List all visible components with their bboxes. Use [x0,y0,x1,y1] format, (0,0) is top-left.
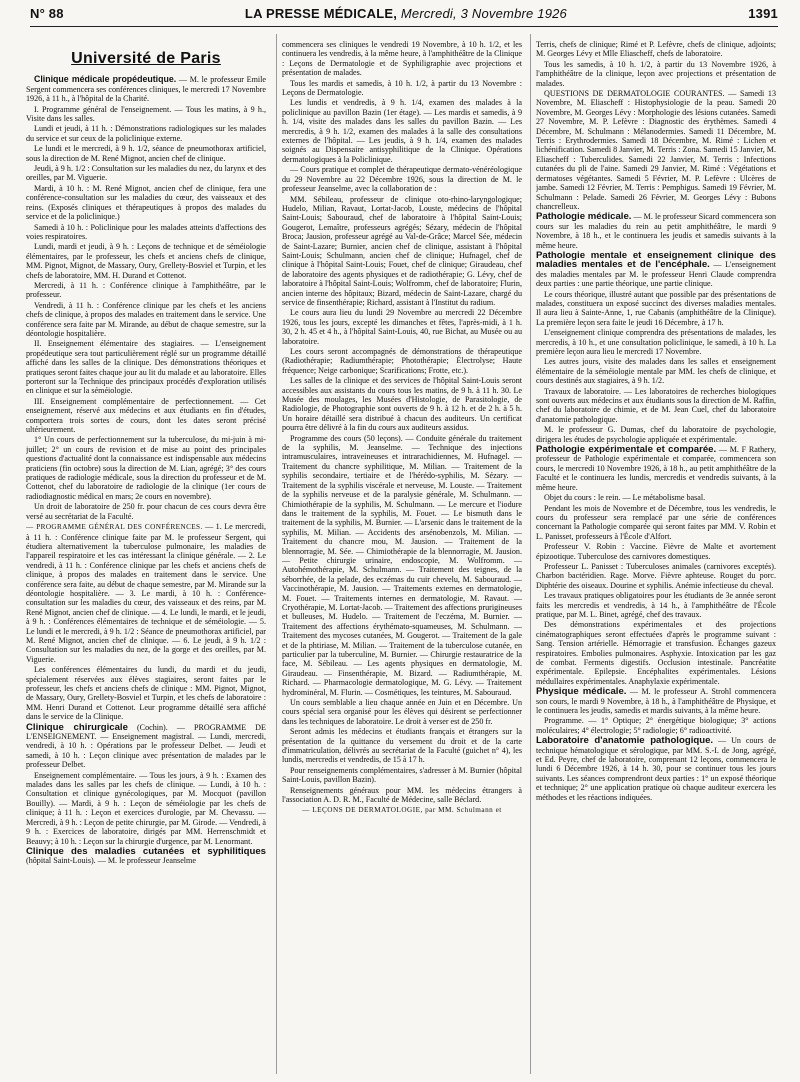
paragraph: MM. Sébileau, professeur de clinique oto-rhino-laryngologique; Hudelo, Milian, Ravaut, Lortat-Jacob, Louste, médecins de l'hôpital Saint-Louis; Sabouraud, chef de laboratoire à l'hôpital Saint-Louis; Gougerot, Lemaître, professeurs agrégés; Sézary, médecin de l'hôpital Broca; Jausion, professeur agrégé au Val-de-Grâce; Marcel Sée, médecin de Saint-Lazare; Burnier, ancien chef de clinique, assistant à l'hôpital Saint-Louis; Schulmann, ancien chef de clinique; Hufnagel, chef de clinique à l'hôpital Saint-Louis; Fouet, chef de clinique; Giraudeau, chef de laboratoire des agents physiques et de radiothérapie; G. Lévy, chef de laboratoire à l'hôpital Saint-Louis; Wolfromm, chef de laboratoire; Flurin, ancien interne des hôpitaux; Bizard, médecin de Saint-Lazare, chargé du service de finsenthérapie; Richard, assistant à l'Institut du radium. [282,194,522,307]
paragraph: Clinique chirurgicale (Cochin). — PROGRAMME DE L'ENSEIGNEMENT. — Enseignement magistral. — Lundi, mercredi, vendredi, à 10 h. : Opérations par le professeur Delbet. — Jeudi et samedi, à 10 h. : Leçon clinique avec présentation de malades par le professeur Delbet. [26,721,266,770]
paragraph: Clinique des maladies cutanées et syphilitiques (hôpital Saint-Louis). — M. le professeur Jeanselme [26,845,266,866]
paragraph: 1° Un cours de perfectionnement sur la tuberculose, du mi-juin à mi-juillet; 2° un cours de revision et de mise au point des principales questions d'actualité dont la connaissance est indispensable aux médecins praticiens (fin octobre) sous la direction de M. Lian, agrégé; 3° des cours pratiques de radiologie médicale, sous la direction du professeur et de M. Cottenot, chef du laboratoire de radiologie de la clinique (1er cours de radiodiagnostic médical en mars; 2e cours en novembre). [26,435,266,501]
program-heading: — PROGRAMME GÉNÉRAL DES CONFÉRENCES. [26,523,203,532]
course-title: Pathologie médicale. [536,211,632,223]
paragraph: Lundi et jeudi, à 11 h. : Démonstrations radiologiques sur les malades du service et sur ceux de la policlinique externe. [26,124,266,143]
course-title: Pathologie mentale et enseignement clinique des maladies mentales et de l'encéphale. [536,249,776,271]
paragraph: Lundi, mardi et jeudi, à 9 h. : Leçons de technique et de séméiologie élémentaires, par le professeur, les chefs et anciens chefs de clinique, MM. Pignot, Mignot, de Massary, Oury, Grellety-Bosviel et Turpin, et les chefs de laboratoire, MM. H. Durand et Cottenot. [26,242,266,280]
paragraph: III. Enseignement complémentaire de perfectionnement. — Cet enseignement, réservé aux médecins et aux étudiants en fin d'études, comportera trois sortes de cours, dont les dates seront précisé ultérieurement. [26,396,266,435]
paragraph: Travaux de laboratoire. — Les laboratoires de recherches biologiques sont ouverts aux médecins et aux étudiants sous la direction de M. Raffin, chef du laboratoire de chimie, et de M. Jean Cuel, chef du laboratoire d'anatomie pathologique. [536,386,776,424]
paragraph: Le cours aura lieu du lundi 29 Novembre au mercredi 22 Décembre 1926, tous les jours, excepté les dimanches et fêtes, l'après-midi, à 1 h. 30, 2 h. 45 et 4 h., à l'hôpital Saint-Louis, 40, rue Bichat, au Musée ou au laboratoire. [282,308,522,346]
paragraph: Jeudi, à 9 h. 1/2 : Consultation sur les maladies du nez, du larynx et des oreilles, par M. Viguerie. [26,164,266,183]
paragraph: Tous les samedis, à 10 h. 1/2, à partir du 13 Novembre 1926, à l'amphithéâtre de la clinique, leçon avec projections et présentation de malades. [536,59,776,88]
paragraph: Programme des cours (50 leçons). — Conduite générale du traitement de la syphilis, M. Jeanselme. — Technique des injections intramusculaires, intraveineuses et intrarachidiennes, M. Hufnagel. — Traitement du chancre syphilitique, M. Milian. — Traitement de la syphilis secondaire, tertiaire et de l'hérédo-syphilis, M. Sézary. — Traitement de la syphilis viscérale et nerveuse, M. Louste. — Traitement de la syphilis nerveuse et de la paralysie générale, M. Schulmann. — Chimiothérapie de la syphilis, M. Schulmann. — Le mercure et l'iodure dans le traitement de la syphilis, M. Fouet. — Le bismuth dans le traitement de la syphilis, M. Burnier. — L'arsenic dans le traitement de la syphilis, M. Milian. — Accidents des arsénobenzols, M. Milian. — Traitement du chancre mou, M. Jausion. — Traitement de la blennorragie, M. Sée. — Chimiothérapie de la blennorragie, M. Jausion. — Petite chirurgie urinaire, endoscopie, M. Wolfromm. — Autohémothérapie, M. Schulmann. — Traitement des teignes, de la séborrhée, de la pelade, des eczémas du cuir chevelu, M. Sabouraud. — Vaccinothérapie, M. Jausion. — Traitements externes en dermatologie, M. Fouet. — Traitements internes en dermatologie, M. Ravaut. — Cryothérapie, M. Lortat-Jacob. — Traitement des affections prurigineuses et bulleuses, M. Hudelo. — Traitement de l'eczéma, M. Burnier. — Traitement des affections érythémato-squameuses, M. Schulmann. — Traitement des mycoses cutanées, M. Gougerot. — Traitement de la gale et de la phtiriase, M. Milian. — Traitement de la tuberculose cutanée, en particulier par la tuberculine, M. Burnier. — Chirurgie restauratrice de la face, M. Sébileau. — Les agents physiques en dermatologie, M. Giraudeau. — Finsenthérapie, M. Bizard. — Radiumthérapie, M. Richard. — Pharmacologie dermatologique, M. G. Lévy. — Traitement hydrominéral, M. Flurin. — Cosmétiques, les teintures, M. Sabouraud. [282,433,522,697]
paper-name: LA PRESSE MÉDICALE, [244,6,398,21]
paragraph: L'enseignement clinique comprendra des présentations de malades, les mercredis, à 10 h., et une consultation policlinique, le samedi, à 10 h. La première leçon aura lieu le mercredi 17 Novembre. [536,328,776,356]
course-title: Clinique des maladies cutanées et syphilitiques [26,845,266,857]
page-header [30,6,778,27]
paragraph: Objet du cours : le rein. — Le métabolisme basal. [544,493,706,503]
paragraph: Les travaux pratiques obligatoires pour les étudiants de 3e année seront faits les mercredis et vendredis, à 14 h., à l'amphithéâtre de l'École pratique, par M. L. Binet, agrégé, chef des travaux. [536,591,776,619]
page-number: 1391 [748,6,778,21]
course-title: Pathologie expérimentale et comparée. [536,444,717,456]
paragraph: M. le professeur G. Dumas, chef du laboratoire de psychologie, dirigera les études de psychologie appliquée et expérimentale. [536,425,776,444]
paragraph: Enseignement complémentaire. — Tous les jours, à 9 h. : Examen des malades dans les salles par les chefs de clinique. — Lundi, à 10 h. : Consultation et clinique gynécologiques, par M. Mocquot (pavillon Bouilly). — Mardi, à 9 h. : Leçon de séméiologie par les chefs de clinique; à 11 h. : Leçon et exercices d'urologie, par M. Chevassu. — Mercredi, à 9 h. : Leçon de petite chirurgie, par M. Girode. — Vendredi, à 9 h. : Exercices de laboratoire, dirigés par MM. Herrenschmidt et Beauvy; à 10 h. : Leçon sur la chirurgie d'urgence, par M. Lenormant. [26,770,266,846]
paragraph: Un cours semblable a lieu chaque année en Juin et en Décembre. Un cours spécial sera organisé pour les élèves qui désirent se perfectionner dans les techniques de laboratoire. Le droit à verser est de 250 fr. [282,698,522,726]
paragraph: Pendant les mois de Novembre et de Décembre, tous les vendredis, le cours du professeur sera remplacé par une série de conférences concernant la Pathologie comparée qui seront faites par MM. V. Robin et L. Panisset, professeurs à l'École d'Alfort. [536,503,776,541]
course-title: Clinique chirurgicale [26,721,128,733]
paragraph: Seront admis les médecins et étudiants français et étrangers sur la présentation de la quittance du versement du droit et de la carte d'immatriculation, délivrés au secrétariat de la Faculté (guichet n° 4), les lundis, mercredis et vendredis, de 15 à 17 h. [282,727,522,765]
paragraph: Les conférences élémentaires du lundi, du mardi et du jeudi, spécialement réservées aux élèves stagiaires, seront faites par le professeur, les chefs et anciens chefs de clinique : MM. Pignot, Mignot, de Massary, Oury, Grellety-Bosviel et Turpin, et les chefs de laboratoire : MM. Henri Durand et Cottenot. Leur programme détaillé sera affiché dans le service de la Clinique. [26,665,266,722]
paragraph: Des démonstrations expérimentales et des projections cinématographiques seront effectuées d'après le programme suivant : Sang. Tension artérielle. Hémorragie et transfusion. Échanges gazeux respiratoires. Embolies pulmonaires. Asphyxie. Intoxication par les gaz de combat. Ferments digestifs. Occlusion intestinale. Pancréatite expérimentale. Epilepsie. Encéphalites expérimentales. Lésions médullaires expérimentales. Anaphylaxie expérimentale. [536,620,776,686]
column-rule [530,34,531,1074]
paragraph: Mardi, à 10 h. : M. René Mignot, ancien chef de clinique, fera une conférence-consultation sur les maladies du cœur, des vaisseaux et des reins. (Exposés cliniques et thérapeutiques à propos des malades du service et de la policlinique.) [26,183,266,222]
course-title: Clinique médicale propédeutique. [34,74,177,85]
paragraph: Un droit de laboratoire de 250 fr. pour chacun de ces cours devra être versé au secrétariat de la Faculté. [26,502,266,521]
paragraph: Mercredi, à 11 h. : Conférence clinique à l'amphithéâtre, par le professeur. [26,280,266,300]
paragraph: Samedi à 10 h. : Policlinique pour les malades atteints d'affections des voies respiratoires. [26,222,266,241]
paragraph: Les salles de la clinique et des services de l'hôpital Saint-Louis seront accessibles aux assistants du cours tous les matins, de 9 h. à 11 h. 30. Le Musée des moulages, les Musées d'Histologie, de Parasitologie, de Radiologie, de Photographie sont ouverts de 9 h. à 12 h. et de 2 h. à 5 h. Un horaire détaillé sera distribué à chacun des auditeurs. Un certificat pourra être délivré à la fin du cours aux auditeurs assidus. [282,376,522,433]
paragraph: Vendredi, à 11 h. : Conférence clinique par les chefs et les anciens chefs de clinique, à propos des malades en traitement dans le service. Une conférence sera faite par M. Mirande, au début de chaque semestre, sur la déontologie hospitalière. [26,300,266,338]
paragraph: — Cours pratique et complet de thérapeutique dermato-vénéréologique du 29 Novembre au 22 Décembre 1926, sous la direction de M. le professeur Jeanselme, avec la collaboration de : [282,165,522,194]
paragraph: commencera ses cliniques le vendredi 19 Novembre, à 10 h. 1/2, et les continuera les vendredis, à la même heure, à l'amphithéâtre de la Clinique : Leçons de Dermatologie et de Syphiligraphie avec projections et présentation de malades. [282,40,522,78]
paragraph: Pathologie expérimentale et comparée. — M. F Rathery, professeur de Pathologie expérimentale et comparée, commencera son cours, le mercredi 10 Novembre 1926, à 18 h., au petit amphithéâtre de la Faculté et le continuera les lundis, mercredis et vendredis suivants, à la même heure. [536,444,776,492]
paragraph: Renseignements généraux pour MM. les médecins étrangers à l'association A. D. R. M., Faculté de Médecine, salle Béclard. [282,785,522,805]
paragraph: Les autres jours, visite des malades dans les salles et enseignement élémentaire de la séméiologie mentale par MM. les chefs de clinique, et cours destinés aux stagiaires, à 9 h. 1/2. [536,357,776,386]
course-title: Laboratoire d'anatomie pathologique. [536,735,714,747]
paragraph: I. Programme général de l'enseignement. — Tous les matins, à 9 h., Visite dans les salles. [26,104,266,124]
paragraph: Les cours seront accompagnés de démonstrations de thérapeutique (Radiothérapie; Radiumthérapie; Photothérapie; Électrolyse; Haute fréquence; Neige carbonique; Scarifications; Frotte, etc.). [282,347,522,375]
paragraph: Le lundi et le mercredi, à 9 h. 1/2, séance de pneumothorax artificiel, sous la direction de M. René Mignot, ancien chef de clinique. [26,144,266,163]
column-3 [536,40,776,1076]
paragraph: Professeur V. Robin : Vaccine. Fièvre de Malte et avortement épizootique. Tuberculose des carnivores domestiques. [536,542,776,561]
column-2 [282,40,522,1076]
paragraph: Programme. — 1° Optique; 2° énergétique biologique; 3° actions moléculaires; 4° électrologie; 5° radiologie; 6° radioactivité. [536,716,776,735]
masthead [245,6,567,21]
issue-number: N° 88 [30,6,64,21]
paragraph: II. Enseignement élémentaire des stagiaires. — L'enseignement propédeutique sera tout particulièrement réglé sur un programme détaillé affiché dans les salles de la clinique. Des démonstrations théoriques et pratiques seront faites chaque jour au lit du malade et au laboratoire. Elles porteront sur la Technique des principaux procédés d'exploration utilisés en clinique et sur la séméiologie. [26,339,266,396]
paragraph: Pathologie médicale. — M. le professeur Sicard commencera son cours sur les maladies du rein au petit amphithéâtre, le mardi 9 Novembre, à 18 h., et le continuera les jeudis et samedis suivants à la même heure. [536,211,776,250]
paragraph: Tous les mardis et samedis, à 10 h. 1/2, à partir du 13 Novembre : Leçons de Dermatologie. [282,78,522,98]
paragraph: Professeur L. Panisset : Tuberculoses animales (carnivores exceptés). Charbon bactéridien. Rage. Morve. Fièvre aphteuse. Rouget du porc. Diphtérie des oiseaux. Dourine et syphilis. Anémie infectieuse du cheval. [536,561,776,590]
lecture-heading: — LEÇONS DE DERMATOLOGIE, par MM. Schulmann et [302,805,502,814]
paragraph: QUESTIONS DE DERMATOLOGIE COURANTES. — Samedi 13 Novembre, M. Eliascheff : Histophysiologie de la peau. Samedi 20 Novembre, M. Georges Lévy : Morphologie des lésions cutanées. Samedi 27 Novembre, M. P. Lefèvre : Diagnostic des érythèmes. Samedi 4 Décembre, M. Schulmann : Mélanodermies. Samedi 11 Décembre, M. Terris : Erythrodermies. Samedi 18 Décembre, M. Rimé : Lichen et lichénification. Samedi 8 Janvier, M. Terris : Zona. Samedi 15 Janvier, M. Eliascheff : Tuberculides. Samedi 22 Janvier, M. Terris : Infections cutanées du pli de l'aine. Samedi 29 Janvier, M. Rimé : Végétations et dermatoses végétantes. Samedi 5 Février, M. P. Lefèvre : Ulcères de jambe. Samedi 12 Février, M. Terris : Pemphigus. Samedi 19 Février, M. Schulmann : Pelade. Samedi 26 Février, M. Georges Lévy : Bubons chancrelleux. [536,89,776,211]
paragraph: Pathologie mentale et enseignement clinique des maladies mentales et de l'encéphale. — L'enseignement des maladies mentales par M. le professeur Henri Claude comprendra deux parties : une partie théorique, une partie clinique. [536,249,776,289]
paragraph: Laboratoire d'anatomie pathologique. — Un cours de technique hématologique et sérologique, par MM. S.-I. de Jong, agrégé, et Ed. Peyre, chef de laboratoire, comprenant 12 leçons, commencera le lundi 6 Décembre 1926, à 14 h. 30, pour se continuer tous les jours suivants. Les séances comprendront deux parties : 1° un exposé théorique et technique; 2° une application pratique où chaque auditeur exercera les méthodes et les réactions indiquées. [536,735,776,802]
paragraph: Les lundis et vendredis, à 9 h. 1/4, examen des malades à la policlinique au pavillon Bazin (1er étage). — Les mardis et samedis, à 9 h. 1/4, visite des malades dans les salles du pavillon Bazin. — Les mercredis, à 9 h. 1/2, examen des malades à la salle des consultations externes de l'hôpital. — Les jeudis, à 9 h. 1/4, examen des malades soignés au Dispensaire antisyphilitique de la Clinique. Opérations dermatologiques à la Policlinique. [282,98,522,164]
column-1 [26,40,266,1076]
paragraph: Clinique médicale propédeutique. — M. le professeur Emile Sergent commencera ses conférences cliniques, le mercredi 17 Novembre 1926, à 11 h., à l'hôpital de la Charité. [26,74,266,104]
issue-date: Mercredi, 3 Novembre 1926 [400,6,567,21]
paragraph: Terris, chefs de clinique; Rimé et P. Lefèvre, chefs de clinique, adjoints; M. Georges Lévy et Mlle Eliascheff, chefs de laboratoire. [536,40,776,59]
section-heading: Université de Paris [71,50,221,67]
paragraph: Physique médicale. — M. le professeur A. Strohl commencera son cours, le mardi 9 Novembre, à 18 h., à l'amphithéâtre de Physique, et le continuera les jeudis, samedis et mardis suivants, à la même heure. [536,686,776,716]
column-rule [276,34,277,1074]
paragraph: Pour renseignements complémentaires, s'adresser à M. Burnier (hôpital Saint-Louis, pavillon Bazin). [282,765,522,785]
course-title: Physique médicale. [536,686,627,698]
paragraph: Le cours théorique, illustré autant que possible par des présentations de malades, constituera un exposé succinct des diverses maladies mentales. Il aura lieu à Sainte-Anne, 1, rue Cabanis (amphithéâtre de la Clinique). La première leçon sera faite le jeudi 16 Décembre, à 17 h. [536,289,776,327]
paragraph: — PROGRAMME GÉNÉRAL DES CONFÉRENCES. — 1. Le mercredi, à 11 h. : Conférence clinique faite par M. le professeur Sergent, qui étudiera alternativement la tuberculose pulmonaire, les maladies de l'appareil respiratoire et les cas intéressant la clinique générale. — 2. Le vendredi, à 11 h. : Conférence clinique par les chefs et anciens chefs de clinique, à propos des malades en traitement dans le service. Une conférence sera faite, au début de chaque semestre, par M. Mirande sur la déontologie hospitalière. — 3. Le mardi, à 10 h. : Conférence-consultation sur les maladies du cœur, des vaisseaux et des reins, par M. René Mignot, ancien chef de clinique. — 4. Le lundi, le mardi, et le jeudi, à 9 h. : Conférences élémentaires de technique et de séméiologie. — 5. Le lundi et le mercredi, à 9 h. 1/2 : Séance de pneumothorax artificiel, par M. René Mignot, ancien chef de clinique. — 6. Le jeudi, à 9 h. 1/2 : Consultation sur les maladies du nez, de la gorge et des oreilles, par M. Viguerie. [26,522,266,664]
